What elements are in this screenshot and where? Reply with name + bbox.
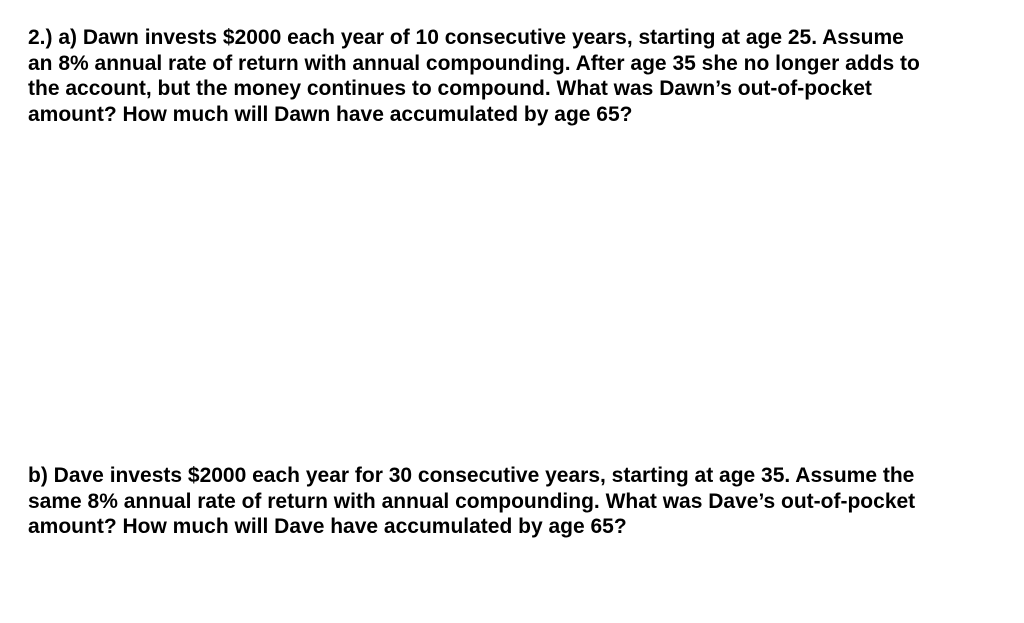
question-2a-line-3: the account, but the money continues to compound. What was Dawn’s out-of-pocket [28, 77, 872, 100]
question-2a [28, 25, 998, 127]
question-2b-line-2: same 8% annual rate of return with annual compounding. What was Dave’s out-of-pocket [28, 489, 916, 513]
question-2a-line-1: 2.) a) Dawn invests $2000 each year of 10 consecutive years, starting at age 25. Assume [28, 26, 904, 49]
question-2a-line-4: amount? How much will Dawn have accumulated by age 65? [28, 102, 633, 126]
question-2b [28, 463, 998, 540]
question-2b-line-1: b) Dave invests $2000 each year for 30 consecutive years, starting at age 35. Assume the [28, 464, 915, 487]
question-2a-line-2: an 8% annual rate of return with annual compounding. After age 35 she no longer adds to [28, 51, 920, 75]
question-2b-line-3: amount? How much will Dave have accumulated by age 65? [28, 515, 627, 538]
